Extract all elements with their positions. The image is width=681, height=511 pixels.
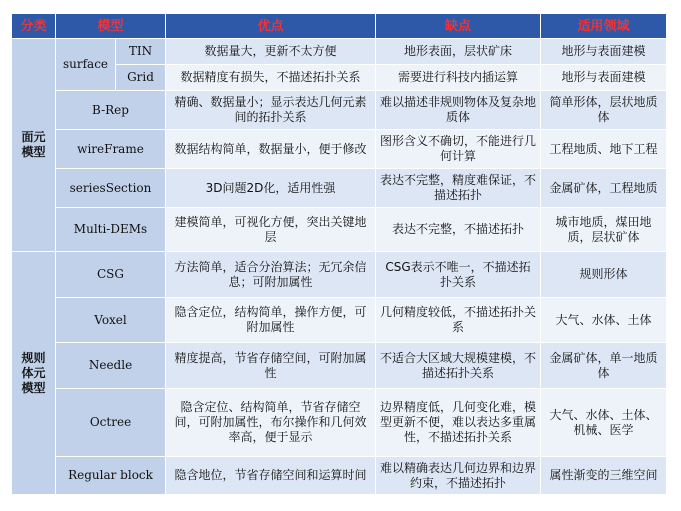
model-cell: Multi-DEMs [56, 208, 166, 252]
use-cell: 工程地质、地下工程 [541, 130, 667, 169]
submodel-cell: Grid [116, 65, 166, 91]
submodel-cell: TIN [116, 39, 166, 65]
pros-cell: 数据精度有损失，不描述拓扑关系 [166, 65, 376, 91]
table-row [12, 39, 667, 65]
table-row [12, 130, 667, 169]
header-pros: 优点 [166, 14, 376, 39]
cons-cell: 边界精度低，几何变化难，模型更新不便，难以表达多重属性，不描述拓扑关系 [376, 389, 541, 457]
pros-cell: 精度提高，节省存储空间，可附加属性 [166, 343, 376, 389]
table-row [12, 457, 667, 495]
category-label: 面元 模型 [21, 130, 46, 159]
cons-cell: 几何精度较低，不描述拓扑关系 [376, 298, 541, 343]
cons-cell: 难以描述非规则物体及复杂地质体 [376, 91, 541, 130]
model-cell: CSG [56, 252, 166, 298]
pros-cell: 3D问题2D化，适用性强 [166, 169, 376, 208]
model-cell: B-Rep [56, 91, 166, 130]
header-use: 适用领域 [541, 14, 667, 39]
comparison-table-wrapper [11, 13, 666, 495]
table-row [12, 298, 667, 343]
header-category: 分类 [12, 14, 56, 39]
pros-cell: 精确、数据量小；显示表达几何元素间的拓扑关系 [166, 91, 376, 130]
model-cell: Regular block [56, 457, 166, 495]
cons-cell: 地形表面，层状矿床 [376, 39, 541, 65]
use-cell: 金属矿体，单一地质体 [541, 343, 667, 389]
model-cell: Voxel [56, 298, 166, 343]
header-cons: 缺点 [376, 14, 541, 39]
use-cell: 规则形体 [541, 252, 667, 298]
use-cell: 金属矿体，工程地质 [541, 169, 667, 208]
category-cell [12, 39, 56, 252]
cons-cell: CSG表示不唯一，不描述拓扑关系 [376, 252, 541, 298]
model-cell: surface [56, 39, 116, 91]
cons-cell: 不适合大区域大规模建模，不描述拓扑关系 [376, 343, 541, 389]
model-cell: seriesSection [56, 169, 166, 208]
category-cell [12, 252, 56, 495]
model-cell: wireFrame [56, 130, 166, 169]
pros-cell: 数据量大，更新不太方便 [166, 39, 376, 65]
header-model: 模型 [56, 14, 166, 39]
use-cell: 地形与表面建模 [541, 65, 667, 91]
model-cell: Octree [56, 389, 166, 457]
pros-cell: 建模简单，可视化方便，突出关键地层 [166, 208, 376, 252]
use-cell: 大气、水体、土体、机械、医学 [541, 389, 667, 457]
table-row [12, 169, 667, 208]
header-row [12, 14, 667, 39]
pros-cell: 隐含定位、结构简单，节省存储空间，可附加属性，布尔操作和几何效率高，便于显示 [166, 389, 376, 457]
category-label: 规则 体元 模型 [21, 350, 46, 395]
table-row [12, 91, 667, 130]
table-row [12, 343, 667, 389]
table-row [12, 389, 667, 457]
cons-cell: 表达不完整，精度难保证，不描述拓扑 [376, 169, 541, 208]
cons-cell: 表达不完整，不描述拓扑 [376, 208, 541, 252]
pros-cell: 数据结构简单，数据量小，便于修改 [166, 130, 376, 169]
use-cell: 属性渐变的三维空间 [541, 457, 667, 495]
table-row [12, 208, 667, 252]
use-cell: 大气、水体、土体 [541, 298, 667, 343]
pros-cell: 方法简单，适合分治算法；无冗余信息；可附加属性 [166, 252, 376, 298]
pros-cell: 隐含地位，节省存储空间和运算时间 [166, 457, 376, 495]
use-cell: 地形与表面建模 [541, 39, 667, 65]
model-cell: Needle [56, 343, 166, 389]
model-comparison-table [11, 13, 667, 495]
cons-cell: 难以精确表达几何边界和边界约束，不描述拓扑 [376, 457, 541, 495]
cons-cell: 图形含义不确切，不能进行几何计算 [376, 130, 541, 169]
pros-cell: 隐含定位，结构简单，操作方便，可附加属性 [166, 298, 376, 343]
cons-cell: 需要进行科技内插运算 [376, 65, 541, 91]
table-row [12, 252, 667, 298]
use-cell: 简单形体，层状地质体 [541, 91, 667, 130]
use-cell: 城市地质，煤田地质，层状矿体 [541, 208, 667, 252]
